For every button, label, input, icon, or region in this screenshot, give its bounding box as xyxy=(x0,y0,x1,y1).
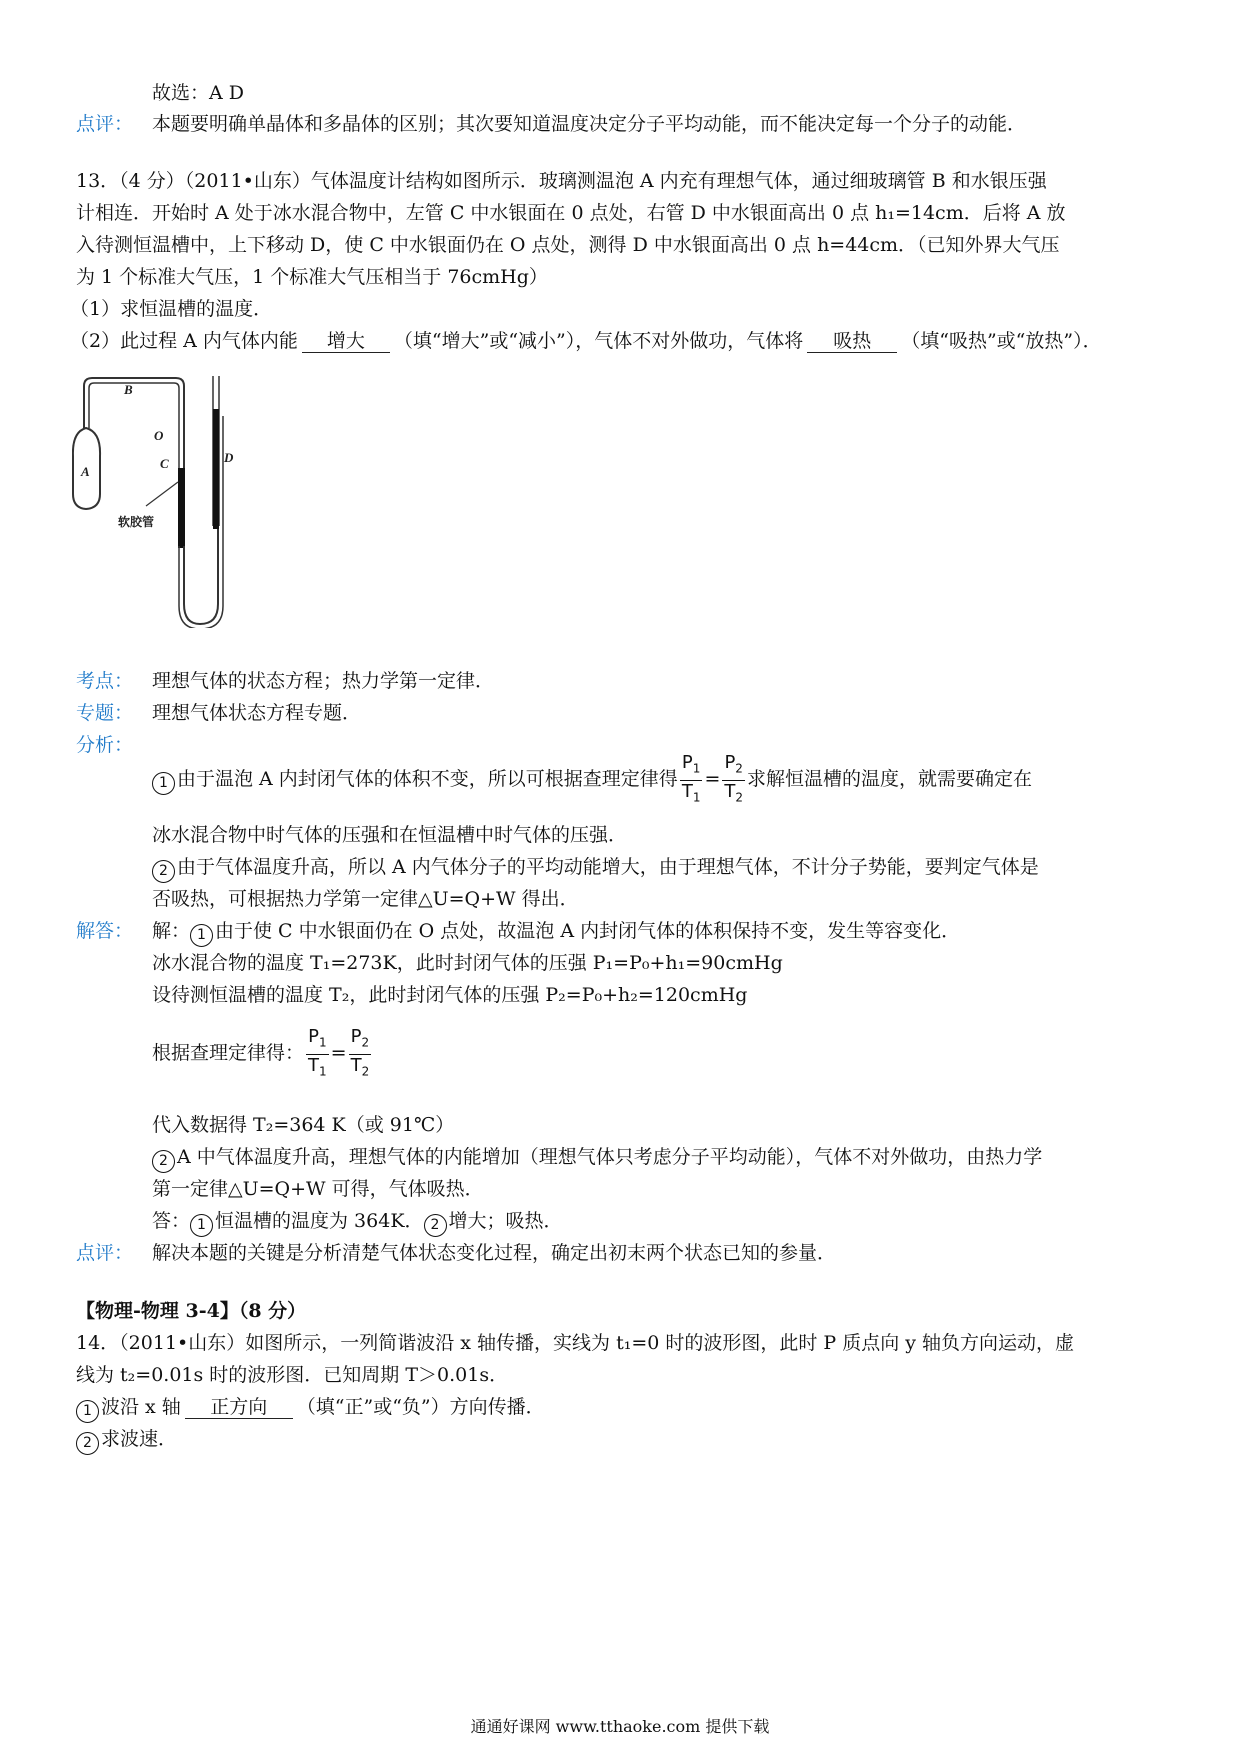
fenxi-line2-text: 由于气体温度升高，所以 A 内气体分子的平均动能增大，由于理想气体，不计分子势能，要判定气体是 xyxy=(177,856,1039,878)
jieda-line4-text: 根据查理定律得： xyxy=(152,1042,305,1065)
fenxi-line2-cont: 否吸热，可根据热力学第一定律△U=Q+W 得出． xyxy=(152,888,579,910)
gas-thermometer-figure xyxy=(72,376,294,628)
circled-number-1: 1 xyxy=(152,772,175,795)
answer-part1: 恒温槽的温度为 364K． xyxy=(215,1210,424,1232)
jieda-line2: 冰水混合物的温度 T₁=273K，此时封闭气体的压强 P₁=P₀+h₁=90cmHg xyxy=(152,952,783,974)
q14-part2 xyxy=(76,1426,177,1455)
frac-sub: 2 xyxy=(361,1064,370,1079)
q13-part2-text-b: （填“增大”或“减小”），气体不对外做功，气体将 xyxy=(393,330,804,352)
jieda-line6-cont: 第一定律△U=Q+W 可得，气体吸热． xyxy=(152,1178,484,1200)
label-c: C xyxy=(160,456,169,471)
label-o: O xyxy=(154,428,164,443)
charles-law-fraction-left xyxy=(306,1026,329,1082)
jieda-label: 解答： xyxy=(76,920,134,942)
q13-part2-text-a: （2）此过程 A 内气体内能 xyxy=(70,330,298,352)
equals-sign: = xyxy=(704,768,721,791)
frac-sub: 2 xyxy=(735,761,743,776)
fenxi-line1-cont: 冰水混合物中时气体的压强和在恒温槽中时气体的压强． xyxy=(152,824,628,846)
frac-sub: 2 xyxy=(735,790,744,805)
frac-sub: 1 xyxy=(318,1035,327,1050)
frac-p: P xyxy=(724,752,736,773)
jieda-line1 xyxy=(152,918,960,947)
frac-t: T xyxy=(724,780,736,802)
q14-part1-text-a: 波沿 x 轴 xyxy=(101,1396,181,1418)
kaodian-text: 理想气体的状态方程；热力学第一定律． xyxy=(152,670,495,692)
jieda-line6-text: A 中气体温度升高，理想气体的内能增加（理想气体只考虑分子平均动能），气体不对外做功，由热力学 xyxy=(177,1146,1043,1168)
q13-answer-blank-1: 增大 xyxy=(302,330,390,353)
mercury-d xyxy=(213,409,219,529)
kaodian-label: 考点： xyxy=(76,670,134,692)
frac-t: T xyxy=(350,1054,362,1076)
q13-stem-line3: 入待测恒温槽中，上下移动 D，使 C 中水银面仍在 O 点处，测得 D 中水银面高出 0 点 h=44cm．（已知外界大气压 xyxy=(76,234,1060,256)
fenxi-line1 xyxy=(152,752,1032,808)
dianping-text: 解决本题的关键是分析清楚气体状态变化过程，确定出初末两个状态已知的参量． xyxy=(152,1242,837,1264)
equals-sign: = xyxy=(330,1042,347,1065)
frac-sub: 1 xyxy=(319,1064,327,1079)
answer-prefix: 答： xyxy=(152,1210,191,1232)
label-d: D xyxy=(224,450,234,465)
zhuanti-text: 理想气体状态方程专题． xyxy=(152,702,362,724)
q14-answer-blank: 正方向 xyxy=(185,1396,293,1419)
dianping-label: 点评： xyxy=(76,1242,134,1264)
circled-number-2: 2 xyxy=(152,1150,175,1173)
q13-stem-line4: 为 1 个标准大气压，1 个标准大气压相当于 76cmHg） xyxy=(76,266,548,288)
q14-stem-line2: 线为 t₂=0.01s 时的波形图．已知周期 T＞0.01s． xyxy=(76,1364,509,1386)
jieda-line4 xyxy=(152,1026,373,1082)
fenxi-line2 xyxy=(152,854,1039,883)
frac-sub: 2 xyxy=(361,1035,370,1050)
label-b: B xyxy=(124,382,133,397)
jieda-line6 xyxy=(152,1144,1042,1173)
jieda-line1-text: 由于使 C 中水银面仍在 O 点处，故温泡 A 内封闭气体的体积保持不变，发生等容变化． xyxy=(215,920,961,942)
circled-number-2: 2 xyxy=(424,1214,447,1237)
charles-law-fraction-right xyxy=(722,752,745,808)
fenxi-line1-text-a: 由于温泡 A 内封闭气体的体积不变，所以可根据查理定律得 xyxy=(177,768,678,791)
label-soft-hose: 软胶管 xyxy=(118,515,155,529)
answer-part2: 增大；吸热． xyxy=(448,1210,563,1232)
q14-part1 xyxy=(76,1394,545,1423)
q14-part2-text: 求波速． xyxy=(101,1428,178,1450)
fenxi-label: 分析： xyxy=(76,734,134,756)
charles-law-fraction-right xyxy=(349,1026,372,1082)
jieda-prefix: 解： xyxy=(152,920,191,942)
frac-sub: 1 xyxy=(692,790,701,805)
frac-sub: 1 xyxy=(692,761,701,776)
jieda-answer-line xyxy=(152,1208,563,1237)
section-title: 【物理-物理 3-4】（8 分） xyxy=(76,1300,307,1322)
circled-number-2: 2 xyxy=(76,1432,99,1455)
frac-p: P xyxy=(350,1026,362,1047)
circled-number-1: 1 xyxy=(190,1214,213,1237)
circled-number-1: 1 xyxy=(190,924,213,947)
fenxi-line1-text-b: 求解恒温槽的温度，就需要确定在 xyxy=(747,768,1033,791)
circled-number-2: 2 xyxy=(152,860,175,883)
prev-review-text: 本题要明确单晶体和多晶体的区别；其次要知道温度决定分子平均动能，而不能决定每一个分子的动能． xyxy=(152,113,1027,135)
hose-pointer-line xyxy=(146,482,178,506)
q14-stem-line1: 14．（2011•山东）如图所示，一列简谐波沿 x 轴传播，实线为 t₁=0 时的波形图，此时 P 质点向 y 轴负方向运动，虚 xyxy=(76,1332,1075,1354)
jieda-line3: 设待测恒温槽的温度 T₂，此时封闭气体的压强 P₂=P₀+h₂=120cmHg xyxy=(152,984,748,1006)
q13-part2 xyxy=(70,328,1102,354)
frac-t: T xyxy=(681,780,693,802)
q14-part1-text-b: （填“正”或“负”）方向传播． xyxy=(296,1396,545,1418)
label-a: A xyxy=(81,464,90,479)
q13-answer-blank-2: 吸热 xyxy=(807,330,897,353)
q13-stem-line1: 13．（4 分）（2011•山东）气体温度计结构如图所示．玻璃测温泡 A 内充有理想气体，通过细玻璃管 B 和水银压强 xyxy=(76,170,1047,192)
frac-t: T xyxy=(308,1054,320,1076)
frac-p: P xyxy=(681,752,693,773)
q13-part2-text-c: （填“吸热”或“放热”）． xyxy=(901,330,1102,352)
zhuanti-label: 专题： xyxy=(76,702,134,724)
prev-answer: 故选：A D xyxy=(152,82,244,104)
q13-stem-line2: 计相连．开始时 A 处于冰水混合物中，左管 C 中水银面在 0 点处，右管 D 中水银面高出 0 点 h₁=14cm．后将 A 放 xyxy=(76,202,1066,224)
prev-review-label: 点评： xyxy=(76,113,134,135)
frac-p: P xyxy=(308,1026,319,1047)
circled-number-1: 1 xyxy=(76,1400,99,1423)
q13-part1: （1）求恒温槽的温度． xyxy=(70,298,273,320)
page-footer: 通通好课网 www.tthaoke.com 提供下载 xyxy=(470,1717,770,1736)
charles-law-fraction-left xyxy=(680,752,703,808)
jieda-line5: 代入数据得 T₂=364 K（或 91℃） xyxy=(152,1114,455,1136)
mercury-c xyxy=(178,468,185,548)
